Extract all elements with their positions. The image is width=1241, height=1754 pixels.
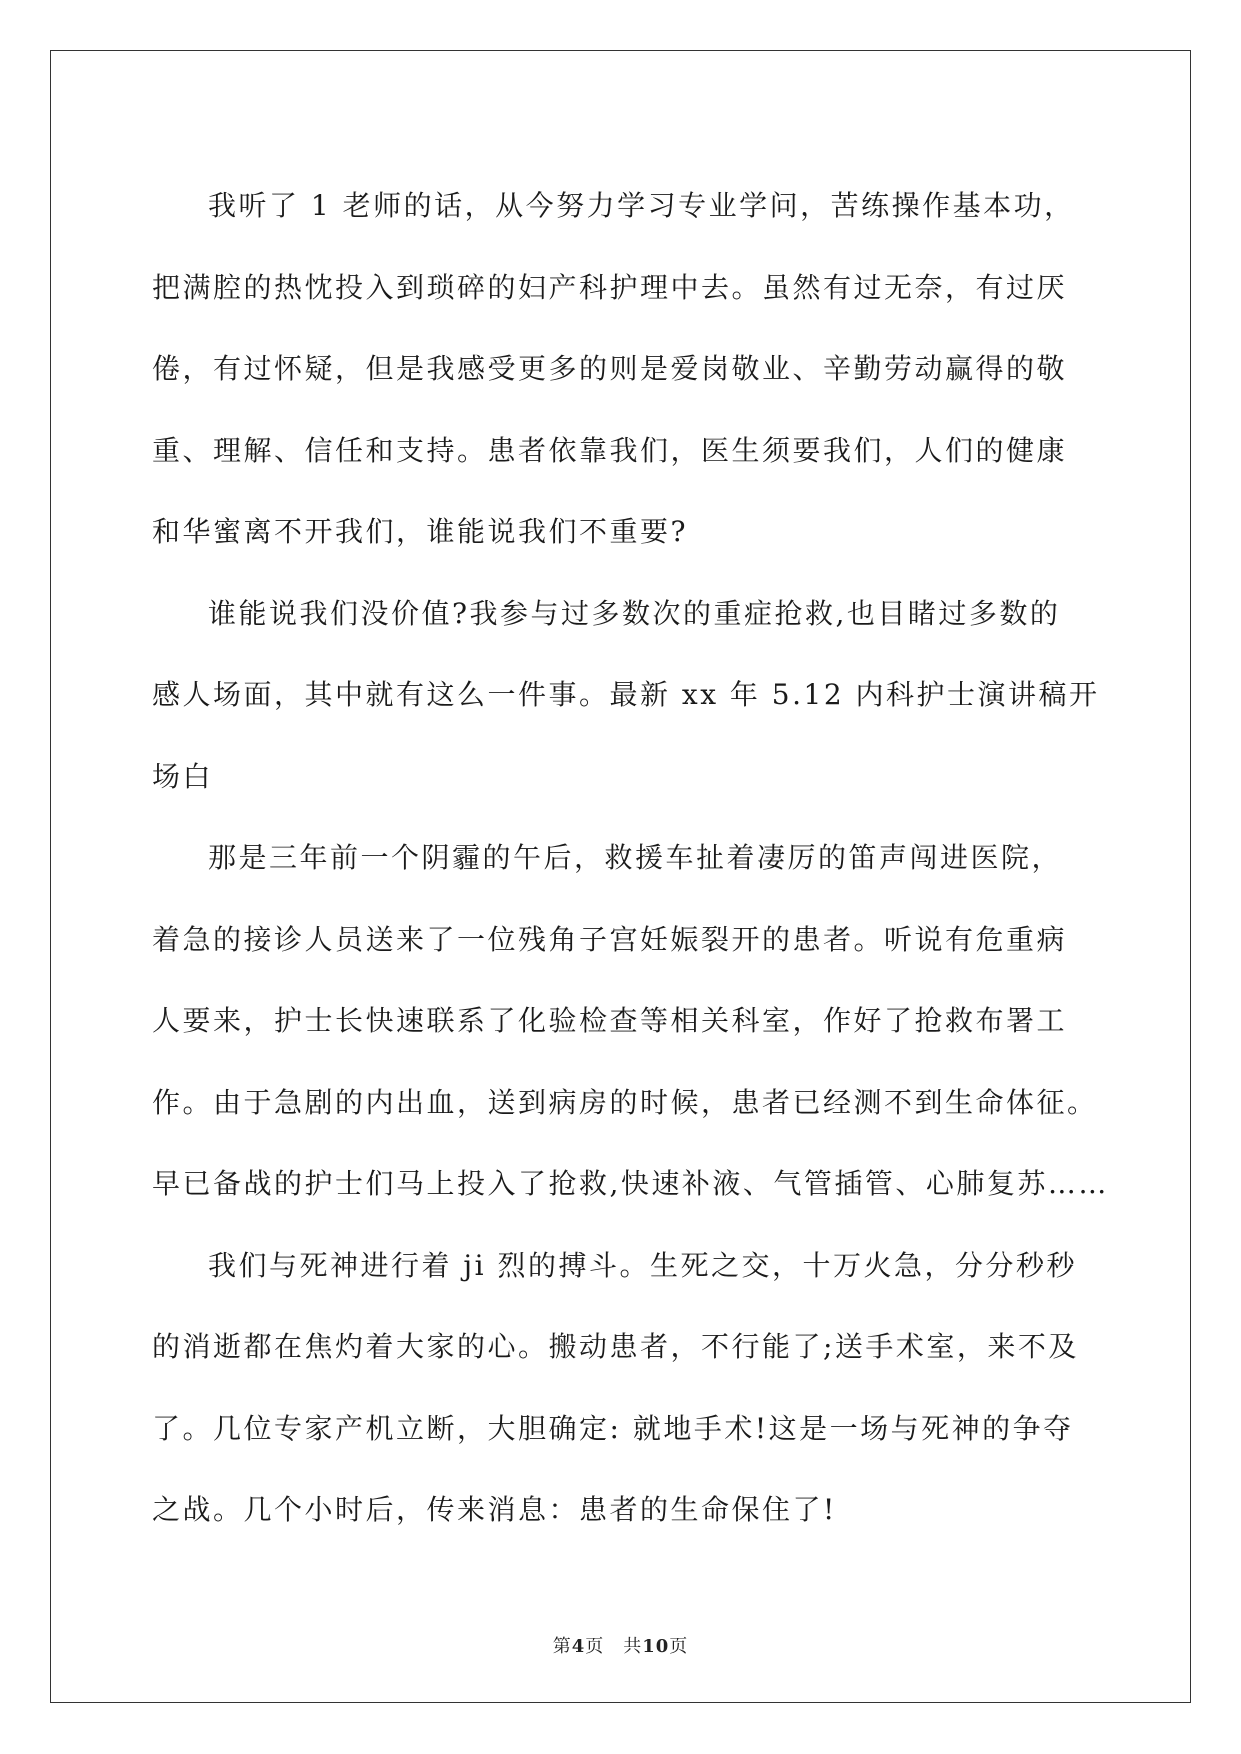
current-page-number: 4: [571, 1636, 586, 1657]
text-line: 我们与死神进行着 ji 烈的搏斗。生死之交，十万火急，分分秒秒: [208, 1248, 1077, 1282]
footer-middle: 页 共: [585, 1636, 643, 1657]
text-line: 感人场面，其中就有这么一件事。最新 xx 年 5.12 内科护士演讲稿开: [152, 678, 1100, 711]
text-line: 场白: [152, 759, 214, 793]
footer-prefix: 第: [552, 1636, 572, 1657]
text-line: 倦，有过怀疑，但是我感受更多的则是爱岗敬业、辛勤劳动赢得的敬: [152, 352, 1068, 385]
text-line: 我听了 1 老师的话，从今努力学习专业学问，苦练操作基本功，: [208, 189, 1075, 222]
paragraph-2: [152, 573, 1100, 818]
paragraph-1: [152, 165, 1092, 573]
page-footer: [0, 1632, 1241, 1658]
paragraph-4: [152, 1225, 1092, 1551]
text-line: 之战。几个小时后，传来消息：患者的生命保住了!: [152, 1493, 837, 1526]
text-line: 把满腔的热忱投入到琐碎的妇产科护理中去。虽然有过无奈，有过厌: [152, 270, 1068, 304]
footer-suffix: 页: [669, 1636, 689, 1657]
text-line: 和华蜜离不开我们，谁能说我们不重要?: [152, 515, 689, 548]
total-page-number: 10: [642, 1636, 670, 1657]
text-line: 的消逝都在焦灼着大家的心。搬动患者，不行能了;送手术室，来不及: [152, 1330, 1079, 1363]
text-line: 了。几位专家产机立断，大胆确定: 就地手术!这是一场与死神的争夺: [152, 1411, 1074, 1445]
text-line: 作。由于急剧的内出血，送到病房的时候，患者已经测不到生命体征。: [152, 1085, 1098, 1119]
text-line: 着急的接诊人员送来了一位残角子宫妊娠裂开的患者。听说有危重病: [152, 922, 1068, 956]
text-line: 人要来，护士长快速联系了化验检查等相关科室，作好了抢救布署工: [152, 1004, 1068, 1037]
text-line: 早已备战的护士们马上投入了抢救,快速补液、气管插管、心肺复苏……: [152, 1167, 1109, 1200]
text-line: 谁能说我们没价值?我参与过多数次的重症抢救,也目睹过多数的: [208, 596, 1061, 630]
document-body: [152, 165, 1109, 1551]
text-line: 那是三年前一个阴霾的午后，救援车扯着凄厉的笛声闯进医院，: [208, 841, 1063, 874]
paragraph-3: [152, 817, 1109, 1225]
text-line: 重、理解、信任和支持。患者依靠我们，医生须要我们，人们的健康: [152, 433, 1068, 467]
